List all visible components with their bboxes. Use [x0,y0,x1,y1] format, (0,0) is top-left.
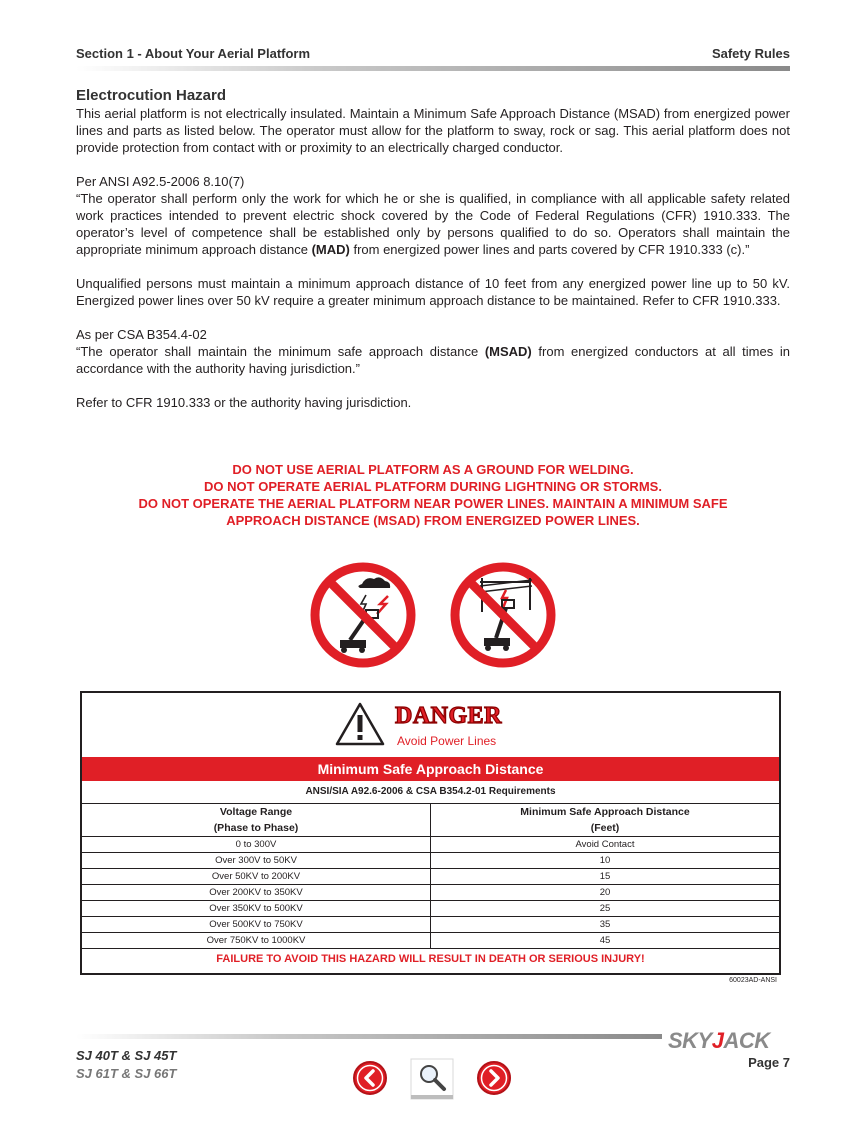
decal-code: 60023AD-ANSI [729,977,777,984]
voltage-cell: 0 to 300V [82,837,431,853]
table-row [82,933,779,949]
distance-cell: 35 [431,917,780,933]
no-storm-operation-icon [310,562,416,668]
danger-decal [80,691,781,975]
table-row [82,837,779,853]
header-rule [76,66,790,71]
requirements-cell: ANSI/SIA A92.6-2006 & CSA B354.2-01 Requirements [82,781,779,804]
distance-cell: 45 [431,933,780,949]
table-row [82,853,779,869]
distance-cell: 20 [431,885,780,901]
paragraph-csa: As per CSA B354.4-02 “The operator shall maintain the minimum safe approach distance (MSAD) from energized conductors at all times in accordance with the authority having jurisdiction.” [76,327,790,376]
model-line-1: SJ 40T & SJ 45T [76,1048,177,1063]
distance-cell: 25 [431,901,780,917]
msad-table [82,781,779,949]
danger-subtitle: Avoid Power Lines [397,734,497,748]
table-row [82,917,779,933]
next-page-button[interactable] [476,1060,512,1096]
warning-triangle-icon [334,701,386,747]
warning-line: DO NOT USE AERIAL PLATFORM AS A GROUND FOR WELDING. [232,462,634,477]
chapter-title: Safety Rules [711,46,790,61]
search-button[interactable] [410,1058,454,1100]
ansi-reference: Per ANSI A92.5-2006 8.10(7) [76,174,245,189]
warning-block [76,461,790,529]
failure-warning: FAILURE TO AVOID THIS HAZARD WILL RESULT IN DEATH OR SERIOUS INJURY! [216,953,645,965]
paragraph-refer: Refer to CFR 1910.333 or the authority having jurisdiction. [76,395,412,410]
voltage-cell: Over 300V to 50KV [82,853,431,869]
danger-signal-word: DANGER [395,703,503,729]
table-row [82,901,779,917]
prohibition-signs [310,562,550,672]
section-title: Section 1 - About Your Aerial Platform [76,46,311,61]
msad-title-bar: Minimum Safe Approach Distance [82,757,779,781]
distance-cell: 15 [431,869,780,885]
voltage-cell: Over 200KV to 350KV [82,885,431,901]
warning-line: DO NOT OPERATE THE AERIAL PLATFORM NEAR POWER LINES. MAINTAIN A MINIMUM SAFE [138,496,728,511]
no-power-line-operation-icon [450,562,556,668]
voltage-cell: Over 500KV to 750KV [82,917,431,933]
voltage-cell: Over 750KV to 1000KV [82,933,431,949]
distance-header: Minimum Safe Approach Distance (Feet) [431,804,780,837]
model-line-2: SJ 61T & SJ 66T [76,1066,177,1081]
skyjack-logo: SKYJACK [668,1028,770,1053]
page-number: Page 7 [748,1055,790,1070]
warning-line: APPROACH DISTANCE (MSAD) FROM ENERGIZED POWER LINES. [226,513,640,528]
paragraph-unqualified: Unqualified persons must maintain a minimum approach distance of 10 feet from any energized power line up to 50 kV. Energized power lines over 50 kV require a greater minimum approach distance to be maintained. Refer to CFR 1910.333. [76,276,790,308]
distance-cell: Avoid Contact [431,837,780,853]
csa-reference: As per CSA B354.4-02 [76,327,207,342]
table-row [82,885,779,901]
table-row [82,869,779,885]
footer-rule [76,1034,662,1039]
distance-cell: 10 [431,853,780,869]
voltage-cell: Over 50KV to 200KV [82,869,431,885]
warning-line: DO NOT OPERATE AERIAL PLATFORM DURING LIGHTNING OR STORMS. [204,479,662,494]
main-content [76,87,790,411]
table-header-row [82,804,779,837]
previous-page-button[interactable] [352,1060,388,1096]
danger-header [82,693,779,757]
paragraph-insulation: This aerial platform is not electrically insulated. Maintain a Minimum Safe Approach Distance (MSAD) from energized power lines and parts as listed below. The operator must allow for the platform to sway, rock or sag. This aerial platform does not provide protection from contact with or proximity to an electrically charged conductor. [76,106,790,155]
voltage-range-header: Voltage Range (Phase to Phase) [82,804,431,837]
table-row [82,781,779,804]
voltage-cell: Over 350KV to 500KV [82,901,431,917]
paragraph-ansi: Per ANSI A92.5-2006 8.10(7) “The operator shall perform only the work for which he or she is qualified, in compliance with all applicable safety related work practices intended to prevent electric shock covered by the Code of Federal Regulations (CFR) 1910.333. The operator’s level of competence shall be established only by persons qualified to do so. Operators shall maintain the appropriate minimum approach distance (MAD) from energized power lines and parts covered by CFR 1910.333 (c).” [76,174,790,257]
page-header [76,46,790,61]
section-heading: Electrocution Hazard [76,87,227,104]
